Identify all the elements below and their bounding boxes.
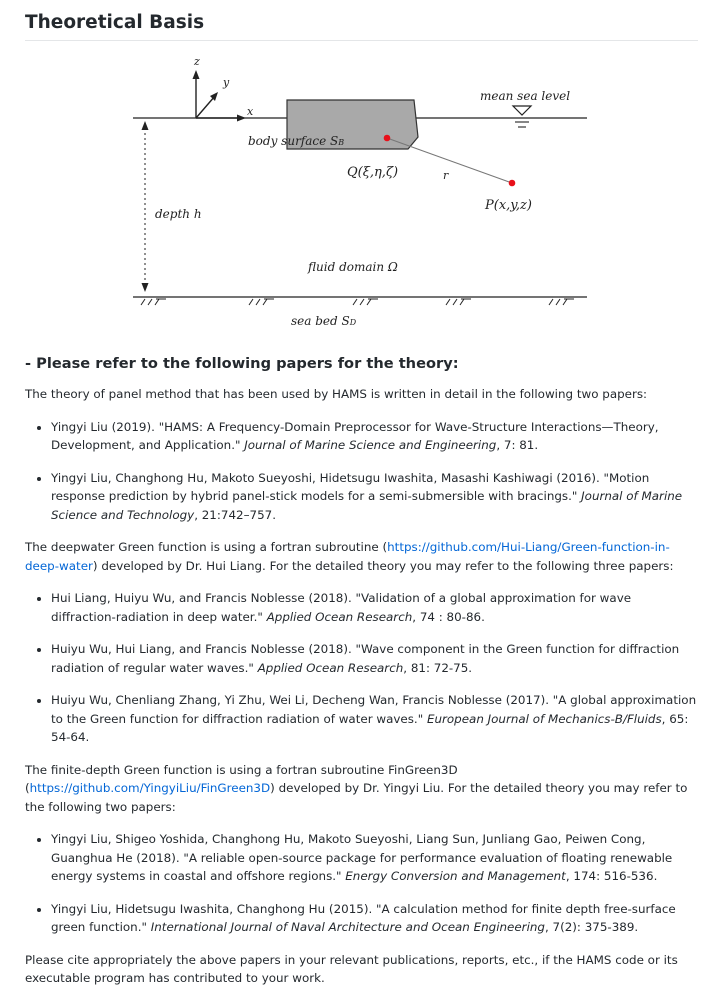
sea-bed-hatching <box>141 299 574 305</box>
closing-paragraph: Please cite appropriately the above papers in your relevant publications, reports, etc., if the HAMS code or its executable program has contributed to your work. <box>25 952 678 985</box>
list-item: • Huiyu Wu, Chenliang Zhang, Yi Zhu, Wei Li, Decheng Wan, Francis Noblesse (2017). "A global approximation to the Green function for diffraction radiation of water waves." European Journal of Mechanics-B/Fluids, 65: 54-64. <box>51 691 697 747</box>
point-q-label: Q(ξ,η,ζ) <box>347 165 399 180</box>
list-item: • Hui Liang, Huiyu Wu, and Francis Noblesse (2018). "Validation of a global approximation for wave diffraction-radiation in deep water." Applied Ocean Research, 74 : 80-86. <box>51 589 697 626</box>
sea-level-marker <box>513 106 531 115</box>
axis-y-label: y <box>223 76 230 89</box>
hams-paper-list <box>25 418 697 525</box>
point-p <box>509 180 516 187</box>
finite-depth-paper-list <box>25 830 697 937</box>
intro-paragraph: The theory of panel method that has been used by HAMS is written in detail in the following two papers: <box>25 387 648 401</box>
fluid-domain-label: fluid domain Ω <box>308 260 398 274</box>
sea-bed-label: sea bed SD <box>291 314 357 328</box>
depth-arrow-top <box>142 121 149 130</box>
theory-diagram <box>125 52 595 337</box>
fingreen3d-link[interactable]: https://github.com/YingyiLiu/FinGreen3D <box>29 781 271 795</box>
list-item: • Yingyi Liu, Changhong Hu, Makoto Sueyoshi, Hidetsugu Iwashita, Masashi Kashiwagi (2016). "Motion response prediction by hybrid panel-stick models for a semi-submersible with bracings." Journal of Marine Science and Technology, 21:742–757. <box>51 469 697 525</box>
z-axis-arrow <box>193 70 200 79</box>
r-label: r <box>443 169 449 182</box>
list-item: • Yingyi Liu (2019). "HAMS: A Frequency-Domain Preprocessor for Wave-Structure Interactions—Theory, Development, and Application." Journal of Marine Science and Engineering, 7: 81. <box>51 418 697 455</box>
x-axis-arrow <box>237 115 246 122</box>
deepwater-paragraph: The deepwater Green function is using a fortran subroutine (https://github.com/Hui-Liang/Green-function-in-deep-water) developed by Dr. Hui Liang. For the detailed theory you may refer to the following three papers: <box>25 540 674 573</box>
point-q <box>384 135 391 142</box>
list-item: • Yingyi Liu, Hidetsugu Iwashita, Changhong Hu (2015). "A calculation method for finite depth free-surface green function." International Journal of Naval Architecture and Ocean Engineering, 7(2): 375-389. <box>51 900 697 937</box>
depth-label: depth h <box>155 207 202 221</box>
depth-arrow-bottom <box>142 283 149 292</box>
point-p-label: P(x,y,z) <box>485 198 532 213</box>
finite-depth-paragraph: The finite-depth Green function is using a fortran subroutine FinGreen3D (https://github.com/YingyiLiu/FinGreen3D) developed by Dr. Yingyi Liu. For the detailed theory you may refer to the following two papers: <box>25 762 688 814</box>
y-axis <box>196 96 215 118</box>
list-item: • Yingyi Liu, Shigeo Yoshida, Changhong Hu, Makoto Sueyoshi, Liang Sun, Junliang Gao, Peiwen Cong, Guanghua He (2018). "A reliable open-source package for performance evaluation of floating renewable energy systems in coastal and offshore regions." Energy Conversion and Management, 174: 516-536. <box>51 830 697 886</box>
page-title: Theoretical Basis <box>25 12 205 33</box>
axis-z-label: z <box>194 55 200 68</box>
mean-sea-level-label: mean sea level <box>480 89 571 103</box>
r-line <box>387 138 512 183</box>
content-body <box>25 385 697 988</box>
deepwater-green-link[interactable]: https://github.com/Hui-Liang/Green-function-in-deep-water <box>25 540 670 573</box>
section-heading: - Please refer to the following papers for the theory: <box>25 355 459 372</box>
list-item: • Huiyu Wu, Hui Liang, and Francis Noblesse (2018). "Wave component in the Green function for diffraction radiation of regular water waves." Applied Ocean Research, 81: 72-75. <box>51 640 697 677</box>
axis-x-label: x <box>247 105 254 118</box>
body-surface-label: body surface SB <box>248 134 345 148</box>
heading-divider <box>25 40 698 41</box>
deepwater-paper-list <box>25 589 697 747</box>
